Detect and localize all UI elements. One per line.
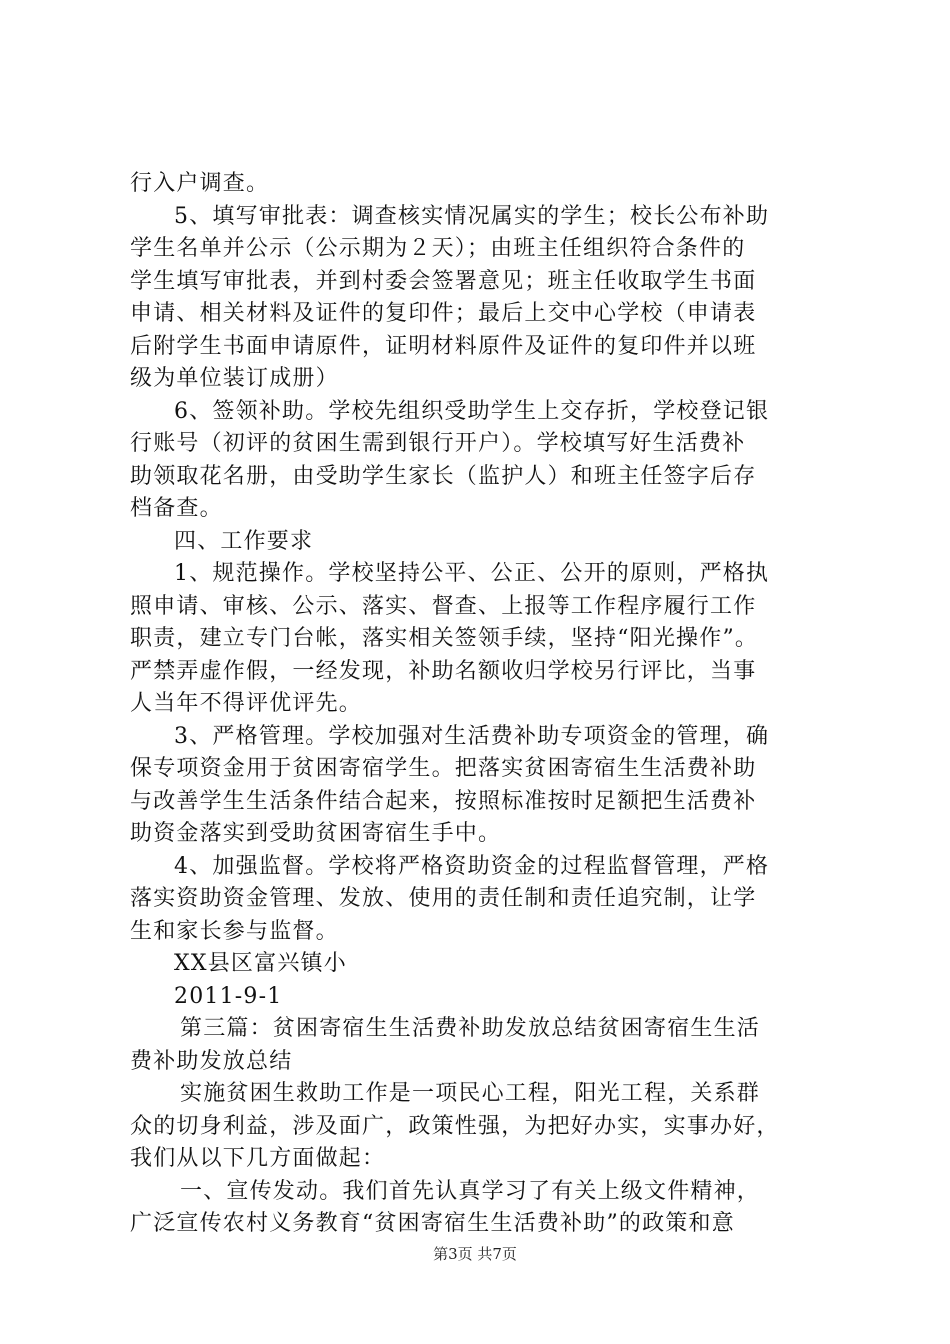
text-line: 生和家长参与监督。 [130,918,339,944]
text-line: 后附学生书面申请原件，证明材料原件及证件的复印件并以班 [130,333,757,359]
text-line: 照申请、审核、公示、落实、督查、上报等工作程序履行工作 [130,593,757,619]
text-line: 1、规范操作。学校坚持公平、公正、公开的原则，严格执 [174,561,770,586]
text-line: 保专项资金用于贫困寄宿学生。把落实贫困寄宿生生活费补助 [130,756,757,781]
text-line: 与改善学生生活条件结合起来，按照标准按时足额把生活费补 [130,788,757,814]
text-line: 严禁弄虚作假，一经发现，补助名额收归学校另行评比，当事 [130,658,757,684]
text-line: 我们从以下几方面做起： [130,1146,386,1171]
section-heading: 四、工作要求 [174,528,314,554]
text-line: 一、宣传发动。我们首先认真学习了有关上级文件精神， [180,1178,761,1204]
document-body [130,168,850,1241]
text-line: 职责，建立专门台帐，落实相关签领手续，坚持“阳光操作”。 [130,626,759,651]
signature-school: XX县区富兴镇小 [174,951,347,976]
text-line: 助资金落实到受助贫困寄宿生手中。 [130,821,502,846]
text-line: 助领取花名册，由受助学生家长（监护人）和班主任签字后存 [130,463,757,489]
text-line: 3、严格管理。学校加强对生活费补助专项资金的管理，确 [174,723,770,749]
signature-date: 2011-9-1 [174,983,283,1009]
page-number-footer: 第3页 共7页 [433,1245,517,1263]
text-line: 学生名单并公示（公示期为２天）；由班主任组织符合条件的 [130,236,746,261]
text-line: 4、加强监督。学校将严格资助资金的过程监督管理，严格 [174,853,770,879]
text-line: 行入户调查。 [130,171,270,196]
text-line: 级为单位装订成册） [130,366,339,391]
text-line: 广泛宣传农村义务教育“贫困寄宿生生活费补助”的政策和意 [130,1211,735,1236]
text-line: 学生填写审批表，并到村委会签署意见；班主任收取学生书面 [130,268,757,294]
text-line: 5、填写审批表：调查核实情况属实的学生；校长公布补助 [174,203,770,229]
text-line: 行账号（初评的贫困生需到银行开户）。学校填写好生活费补 [130,431,746,456]
text-line: 众的切身利益，涉及面广，政策性强，为把好办实，实事办好， [130,1113,780,1139]
text-line: 申请、相关材料及证件的复印件；最后上交中心学校（申请表 [130,301,757,326]
chapter-title-continued: 费补助发放总结 [130,1048,293,1074]
text-line: 档备查。 [130,496,223,521]
text-line: 落实资助资金管理、发放、使用的责任制和责任追究制，让学 [130,886,757,911]
text-line: 6、签领补助。学校先组织受助学生上交存折，学校登记银 [174,398,770,424]
text-line: 实施贫困生救助工作是一项民心工程，阳光工程，关系群 [180,1081,761,1106]
chapter-title: 第三篇：贫困寄宿生生活费补助发放总结贫困寄宿生生活 [180,1016,761,1041]
text-line: 人当年不得评优评先。 [130,691,363,716]
